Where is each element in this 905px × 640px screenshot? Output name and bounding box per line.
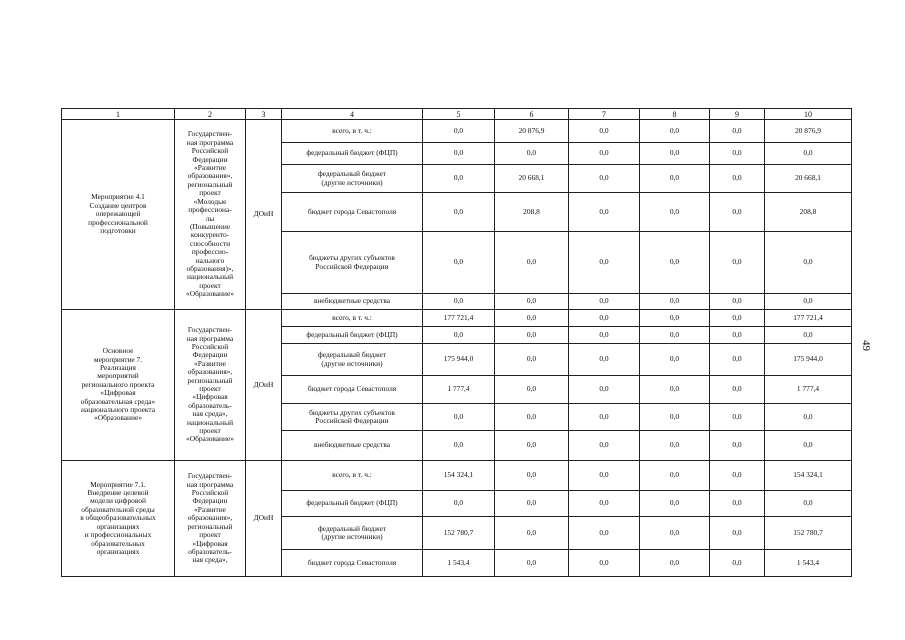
amount-cell: 0,0 [495, 404, 569, 431]
funding-source-cell: бюджеты других субъектов Российской Федерации [282, 404, 423, 431]
amount-cell: 0,0 [569, 431, 640, 461]
amount-cell: 0,0 [710, 143, 765, 165]
amount-cell: 154 324,1 [765, 461, 852, 491]
funding-source-cell: всего, в т. ч.: [282, 310, 423, 327]
amount-cell: 0,0 [495, 344, 569, 376]
amount-cell: 0,0 [710, 491, 765, 517]
header-cell: 9 [710, 109, 765, 120]
amount-cell: 0,0 [495, 550, 569, 577]
funding-source-cell: федеральный бюджет (ФЦП) [282, 143, 423, 165]
amount-cell: 0,0 [423, 193, 495, 232]
amount-cell: 0,0 [423, 165, 495, 193]
amount-cell: 0,0 [569, 120, 640, 143]
amount-cell: 0,0 [710, 327, 765, 344]
header-cell: 10 [765, 109, 852, 120]
amount-cell: 0,0 [640, 404, 710, 431]
amount-cell: 0,0 [495, 327, 569, 344]
amount-cell: 20 668,1 [765, 165, 852, 193]
amount-cell: 0,0 [569, 294, 640, 310]
amount-cell: 1 543,4 [765, 550, 852, 577]
program-cell: Государствен- ная программа Российской Федерации «Развитие образования», региональный проект «Молодые профессиона- лы (Повышение конкуренто- способности профессио- нального образования)», национальный проект «Образование» [175, 120, 246, 310]
table-body [62, 120, 852, 577]
amount-cell: 177 721,4 [765, 310, 852, 327]
amount-cell: 0,0 [710, 310, 765, 327]
funding-source-cell: бюджет города Севастополя [282, 550, 423, 577]
funding-source-cell: всего, в т. ч.: [282, 461, 423, 491]
table-row [62, 461, 852, 491]
header-cell: 3 [246, 109, 282, 120]
amount-cell: 0,0 [569, 327, 640, 344]
amount-cell: 0,0 [640, 517, 710, 550]
amount-cell: 20 876,9 [765, 120, 852, 143]
table-row [62, 120, 852, 143]
budget-table [61, 108, 852, 577]
amount-cell: 0,0 [495, 310, 569, 327]
amount-cell: 0,0 [423, 404, 495, 431]
amount-cell: 0,0 [640, 143, 710, 165]
header-cell: 2 [175, 109, 246, 120]
amount-cell: 0,0 [765, 143, 852, 165]
amount-cell: 208,8 [495, 193, 569, 232]
amount-cell: 152 780,7 [423, 517, 495, 550]
amount-cell: 154 324,1 [423, 461, 495, 491]
amount-cell: 0,0 [423, 431, 495, 461]
funding-source-cell: федеральный бюджет (другие источники) [282, 344, 423, 376]
amount-cell: 0,0 [640, 232, 710, 294]
amount-cell: 0,0 [495, 517, 569, 550]
amount-cell: 0,0 [765, 232, 852, 294]
amount-cell: 0,0 [710, 404, 765, 431]
amount-cell: 0,0 [640, 431, 710, 461]
amount-cell: 0,0 [569, 193, 640, 232]
amount-cell: 0,0 [495, 431, 569, 461]
amount-cell: 175 944,0 [765, 344, 852, 376]
amount-cell: 0,0 [710, 165, 765, 193]
program-cell: Государствен- ная программа Российской Федерации «Развитие образования», региональный проект «Цифровая образователь- ная среда», национальный проект «Образование» [175, 310, 246, 461]
amount-cell: 20 668,1 [495, 165, 569, 193]
amount-cell: 0,0 [423, 294, 495, 310]
event-cell: Мероприятие 4.1 Создание центров опережающей профессиональной подготовки [62, 120, 175, 310]
amount-cell: 1 543,4 [423, 550, 495, 577]
amount-cell: 0,0 [569, 376, 640, 404]
amount-cell: 175 944,0 [423, 344, 495, 376]
amount-cell: 0,0 [765, 431, 852, 461]
amount-cell: 0,0 [710, 461, 765, 491]
amount-cell: 0,0 [640, 193, 710, 232]
amount-cell: 0,0 [640, 550, 710, 577]
event-cell: Основное мероприятие 7. Реализация мероприятий регионального проекта «Цифровая образовательная среда» национального проекта «Образование» [62, 310, 175, 461]
amount-cell: 0,0 [495, 294, 569, 310]
funding-source-cell: бюджеты других субъектов Российской Федерации [282, 232, 423, 294]
header-cell: 8 [640, 109, 710, 120]
program-cell: Государствен- ная программа Российской Федерации «Развитие образования», региональный проект «Цифровая образователь- ная среда», [175, 461, 246, 577]
amount-cell: 0,0 [640, 120, 710, 143]
amount-cell: 0,0 [765, 294, 852, 310]
amount-cell: 0,0 [640, 327, 710, 344]
amount-cell: 0,0 [710, 193, 765, 232]
amount-cell: 0,0 [569, 310, 640, 327]
amount-cell: 0,0 [710, 431, 765, 461]
header-cell: 7 [569, 109, 640, 120]
funding-source-cell: федеральный бюджет (другие источники) [282, 517, 423, 550]
amount-cell: 0,0 [495, 376, 569, 404]
table-row [62, 310, 852, 327]
amount-cell: 0,0 [495, 461, 569, 491]
amount-cell: 0,0 [710, 120, 765, 143]
amount-cell: 152 780,7 [765, 517, 852, 550]
amount-cell: 0,0 [569, 344, 640, 376]
amount-cell: 0,0 [640, 344, 710, 376]
executor-cell: ДОиН [246, 461, 282, 577]
amount-cell: 0,0 [423, 232, 495, 294]
funding-source-cell: внебюджетные средства [282, 294, 423, 310]
funding-source-cell: бюджет города Севастополя [282, 193, 423, 232]
amount-cell: 0,0 [423, 120, 495, 143]
amount-cell: 0,0 [569, 165, 640, 193]
executor-cell: ДОиН [246, 120, 282, 310]
header-cell: 6 [495, 109, 569, 120]
amount-cell: 0,0 [569, 550, 640, 577]
funding-source-cell: всего, в т. ч.: [282, 120, 423, 143]
amount-cell: 0,0 [640, 165, 710, 193]
funding-source-cell: внебюджетные средства [282, 431, 423, 461]
amount-cell: 177 721,4 [423, 310, 495, 327]
amount-cell: 0,0 [495, 491, 569, 517]
header-cell: 1 [62, 109, 175, 120]
amount-cell: 0,0 [569, 461, 640, 491]
funding-source-cell: федеральный бюджет (ФЦП) [282, 327, 423, 344]
event-cell: Мероприятие 7.1. Внедрение целевой модели цифровой образовательной среды в общеобразовательных организациях и профессиональных образовательных организациях [62, 461, 175, 577]
amount-cell: 0,0 [710, 517, 765, 550]
amount-cell: 0,0 [710, 376, 765, 404]
amount-cell: 0,0 [640, 294, 710, 310]
amount-cell: 0,0 [710, 550, 765, 577]
amount-cell: 0,0 [569, 404, 640, 431]
funding-source-cell: бюджет города Севастополя [282, 376, 423, 404]
amount-cell: 0,0 [495, 232, 569, 294]
header-cell: 5 [423, 109, 495, 120]
amount-cell: 20 876,9 [495, 120, 569, 143]
amount-cell: 0,0 [710, 232, 765, 294]
header-row [62, 109, 852, 120]
amount-cell: 0,0 [640, 310, 710, 327]
amount-cell: 0,0 [710, 294, 765, 310]
amount-cell: 0,0 [765, 404, 852, 431]
amount-cell: 0,0 [423, 143, 495, 165]
amount-cell: 0,0 [640, 461, 710, 491]
amount-cell: 0,0 [423, 327, 495, 344]
executor-cell: ДОиН [246, 310, 282, 461]
amount-cell: 0,0 [569, 491, 640, 517]
funding-source-cell: федеральный бюджет (другие источники) [282, 165, 423, 193]
amount-cell: 0,0 [569, 232, 640, 294]
header-cell: 4 [282, 109, 423, 120]
amount-cell: 0,0 [765, 491, 852, 517]
amount-cell: 0,0 [495, 143, 569, 165]
amount-cell: 1 777,4 [423, 376, 495, 404]
amount-cell: 0,0 [423, 491, 495, 517]
amount-cell: 0,0 [765, 327, 852, 344]
amount-cell: 0,0 [640, 491, 710, 517]
amount-cell: 0,0 [569, 517, 640, 550]
amount-cell: 0,0 [569, 143, 640, 165]
amount-cell: 0,0 [640, 376, 710, 404]
amount-cell: 0,0 [710, 344, 765, 376]
page-number: 49 [860, 340, 872, 351]
funding-source-cell: федеральный бюджет (ФЦП) [282, 491, 423, 517]
amount-cell: 1 777,4 [765, 376, 852, 404]
amount-cell: 208,8 [765, 193, 852, 232]
